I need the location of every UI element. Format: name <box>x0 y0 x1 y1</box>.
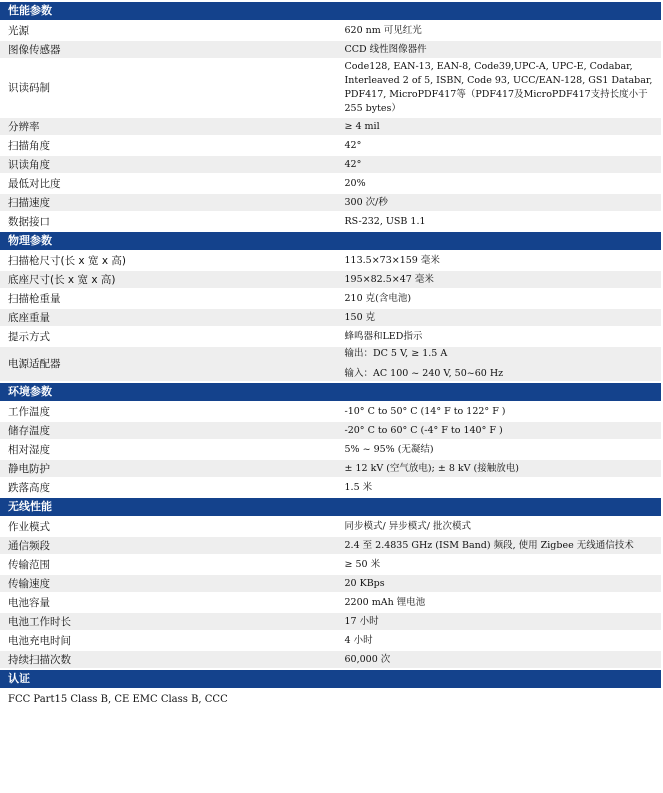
spec-value: 4 小时 <box>331 632 662 649</box>
spec-label: 光源 <box>0 22 331 39</box>
spec-row <box>0 518 661 535</box>
section-header <box>0 2 661 20</box>
spec-value: 113.5×73×159 毫米 <box>331 252 662 269</box>
spec-row <box>0 41 661 58</box>
spec-value: 150 克 <box>331 309 662 326</box>
spec-label: 数据接口 <box>0 213 331 230</box>
spec-row <box>0 613 661 630</box>
spec-value: ≥ 50 米 <box>331 556 662 573</box>
spec-label: 识读码制 <box>0 60 331 116</box>
spec-row <box>0 479 661 496</box>
spec-value: Code128, EAN-13, EAN-8, Code39,UPC-A, UPC-E, Codabar, Interleaved 2 of 5, ISBN, Code 93, UCC/EAN-128, GS1 Databar, PDF417, MicroPDF417等（PDF417及MicroPDF417支持长度小于255 bytes） <box>331 60 662 116</box>
spec-label: 最低对比度 <box>0 175 331 192</box>
spec-row <box>0 175 661 192</box>
spec-label: 通信频段 <box>0 537 331 554</box>
spec-row <box>0 22 661 39</box>
spec-row <box>0 213 661 230</box>
spec-value: 300 次/秒 <box>331 194 662 211</box>
spec-value: 2200 mAh 锂电池 <box>331 594 662 611</box>
spec-label: 电池充电时间 <box>0 632 331 649</box>
spec-label: 扫描角度 <box>0 137 331 154</box>
certification-text: FCC Part15 Class B, CE EMC Class B, CCC <box>8 694 228 705</box>
spec-value: ≥ 4 mil <box>331 118 662 135</box>
section-title: 性能参数 <box>0 2 661 20</box>
spec-row <box>0 60 661 116</box>
spec-label: 储存温度 <box>0 422 331 439</box>
spec-row <box>0 441 661 458</box>
spec-label: 提示方式 <box>0 328 331 345</box>
spec-value: 同步模式/ 异步模式/ 批次模式 <box>331 518 662 535</box>
section-header <box>0 670 661 688</box>
spec-value: 5% ~ 95% (无凝结) <box>331 441 662 458</box>
spec-label: 传输范围 <box>0 556 331 573</box>
spec-label: 电源适配器 <box>0 347 331 381</box>
spec-value: CCD 线性图像器件 <box>331 41 662 58</box>
spec-value: 2.4 至 2.4835 GHz (ISM Band) 频段, 使用 Zigbee 无线通信技术 <box>331 537 662 554</box>
spec-label: 持续扫描次数 <box>0 651 331 668</box>
spec-row <box>0 422 661 439</box>
spec-value-line: 输出：DC 5 V, ≥ 1.5 A <box>344 348 448 359</box>
spec-label: 底座重量 <box>0 309 331 326</box>
spec-value: 620 nm 可见红光 <box>331 22 662 39</box>
section-title: 认证 <box>0 670 661 688</box>
spec-row <box>0 156 661 173</box>
spec-row <box>0 309 661 326</box>
section-title: 环境参数 <box>0 383 661 401</box>
section-header <box>0 232 661 250</box>
spec-label: 扫描枪尺寸(长 x 宽 x 高) <box>0 252 331 269</box>
spec-value <box>331 347 662 381</box>
section-header <box>0 383 661 401</box>
spec-value: 蜂鸣器和LED指示 <box>331 328 662 345</box>
spec-value: -20° C to 60° C (-4° F to 140° F ) <box>331 422 662 439</box>
spec-value: RS-232, USB 1.1 <box>331 213 662 230</box>
spec-row <box>0 252 661 269</box>
spec-label: 跌落高度 <box>0 479 331 496</box>
spec-label: 识读角度 <box>0 156 331 173</box>
spec-row <box>0 651 661 668</box>
spec-value: 17 小时 <box>331 613 662 630</box>
spec-row <box>0 632 661 649</box>
spec-value: 210 克(含电池) <box>331 290 662 307</box>
section-title: 物理参数 <box>0 232 661 250</box>
spec-row <box>0 460 661 477</box>
spec-label: 电池容量 <box>0 594 331 611</box>
spec-value: 20 KBps <box>331 575 662 592</box>
spec-row <box>0 137 661 154</box>
spec-row <box>0 328 661 345</box>
spec-label: 电池工作时长 <box>0 613 331 630</box>
spec-row <box>0 118 661 135</box>
spec-value: 20% <box>331 175 662 192</box>
spec-label: 图像传感器 <box>0 41 331 58</box>
spec-value: 1.5 米 <box>331 479 662 496</box>
spec-row <box>0 271 661 288</box>
spec-row <box>0 403 661 420</box>
spec-label: 相对湿度 <box>0 441 331 458</box>
spec-label: 扫描枪重量 <box>0 290 331 307</box>
spec-label: 工作温度 <box>0 403 331 420</box>
spec-row <box>0 290 661 307</box>
spec-label: 扫描速度 <box>0 194 331 211</box>
spec-value: 42° <box>331 137 662 154</box>
spec-value: 195×82.5×47 毫米 <box>331 271 662 288</box>
spec-row <box>0 575 661 592</box>
spec-label: 作业模式 <box>0 518 331 535</box>
spec-row <box>0 537 661 554</box>
spec-row <box>0 594 661 611</box>
spec-row <box>0 347 661 381</box>
spec-value-line: 输入：AC 100 ~ 240 V, 50~60 Hz <box>344 368 504 379</box>
spec-value: -10° C to 50° C (14° F to 122° F ) <box>331 403 662 420</box>
spec-row <box>0 556 661 573</box>
section-header <box>0 498 661 516</box>
spec-label: 传输速度 <box>0 575 331 592</box>
spec-label: 底座尺寸(长 x 宽 x 高) <box>0 271 331 288</box>
section-title: 无线性能 <box>0 498 661 516</box>
spec-value: 42° <box>331 156 662 173</box>
spec-row <box>0 194 661 211</box>
spec-label: 静电防护 <box>0 460 331 477</box>
spec-label: 分辨率 <box>0 118 331 135</box>
spec-value: 60,000 次 <box>331 651 662 668</box>
spec-value: ± 12 kV (空气放电); ± 8 kV (接触放电) <box>331 460 662 477</box>
